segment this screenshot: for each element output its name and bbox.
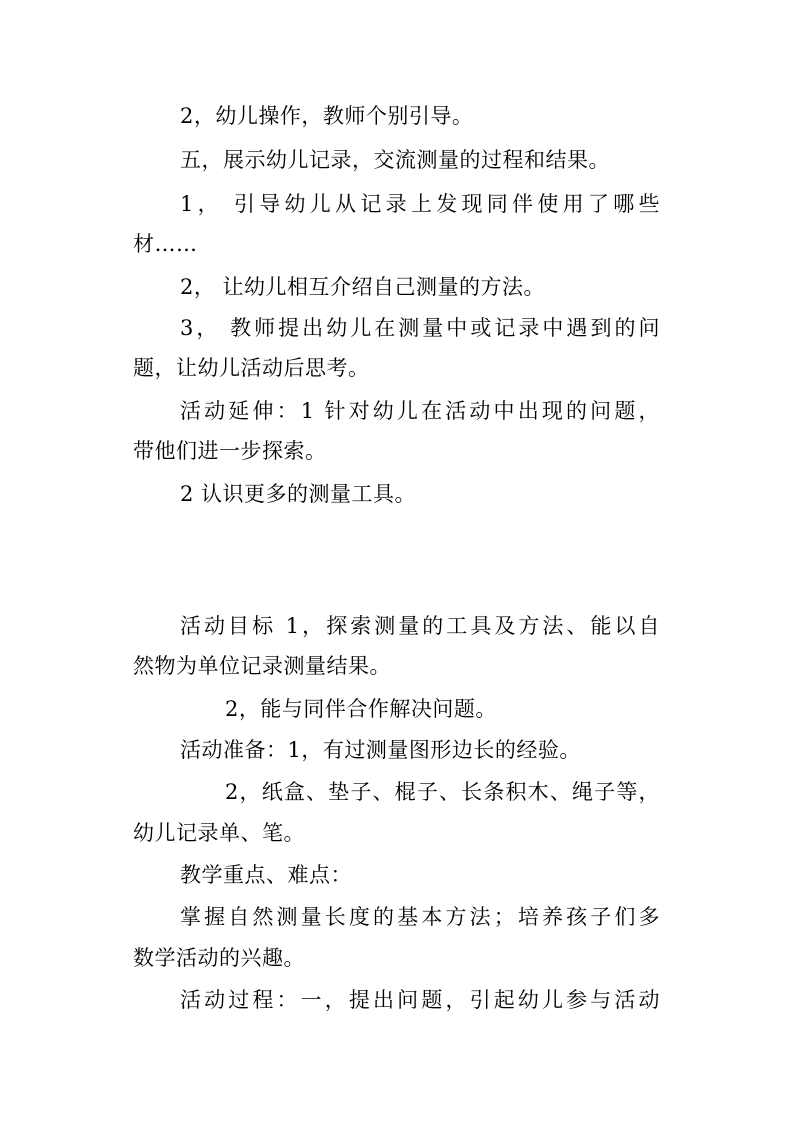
paragraph-line: 3， 教师提出幼儿在测量中或记录中遇到的问 bbox=[180, 316, 660, 340]
paragraph-line: 活动过程：一，提出问题，引起幼儿参与活动 bbox=[180, 988, 660, 1012]
paragraph-line: 教学重点、难点： bbox=[180, 863, 352, 887]
paragraph-line: 2 认识更多的测量工具。 bbox=[180, 482, 417, 506]
paragraph-line: 题，让幼儿活动后思考。 bbox=[133, 356, 370, 380]
paragraph-line: 材…… bbox=[133, 232, 198, 256]
paragraph-line: 掌握自然测量长度的基本方法；培养孩子们多 bbox=[180, 905, 660, 929]
paragraph-line: 2，纸盒、垫子、棍子、长条积木、绳子等， bbox=[225, 780, 660, 804]
paragraph-line: 1， 引导幼儿从记录上发现同伴使用了哪些 bbox=[180, 192, 660, 216]
paragraph-line: 带他们进一步探索。 bbox=[133, 439, 327, 463]
paragraph-line: 然物为单位记录测量结果。 bbox=[133, 654, 391, 678]
paragraph-line: 2，能与同伴合作解决问题。 bbox=[225, 697, 497, 721]
paragraph-line: 活动目标 1，探索测量的工具及方法、能以自 bbox=[180, 614, 660, 638]
paragraph-line: 活动延伸：1 针对幼儿在活动中出现的问题， bbox=[180, 399, 660, 423]
paragraph-line: 2，幼儿操作，教师个别引导。 bbox=[180, 104, 474, 128]
paragraph-line: 数学活动的兴趣。 bbox=[133, 946, 305, 970]
paragraph-line: 2， 让幼儿相互介绍自己测量的方法。 bbox=[180, 275, 546, 299]
paragraph-line: 幼儿记录单、笔。 bbox=[133, 821, 305, 845]
paragraph-line: 活动准备：1，有过测量图形边长的经验。 bbox=[180, 738, 581, 762]
paragraph-line: 五，展示幼儿记录，交流测量的过程和结果。 bbox=[180, 148, 610, 172]
